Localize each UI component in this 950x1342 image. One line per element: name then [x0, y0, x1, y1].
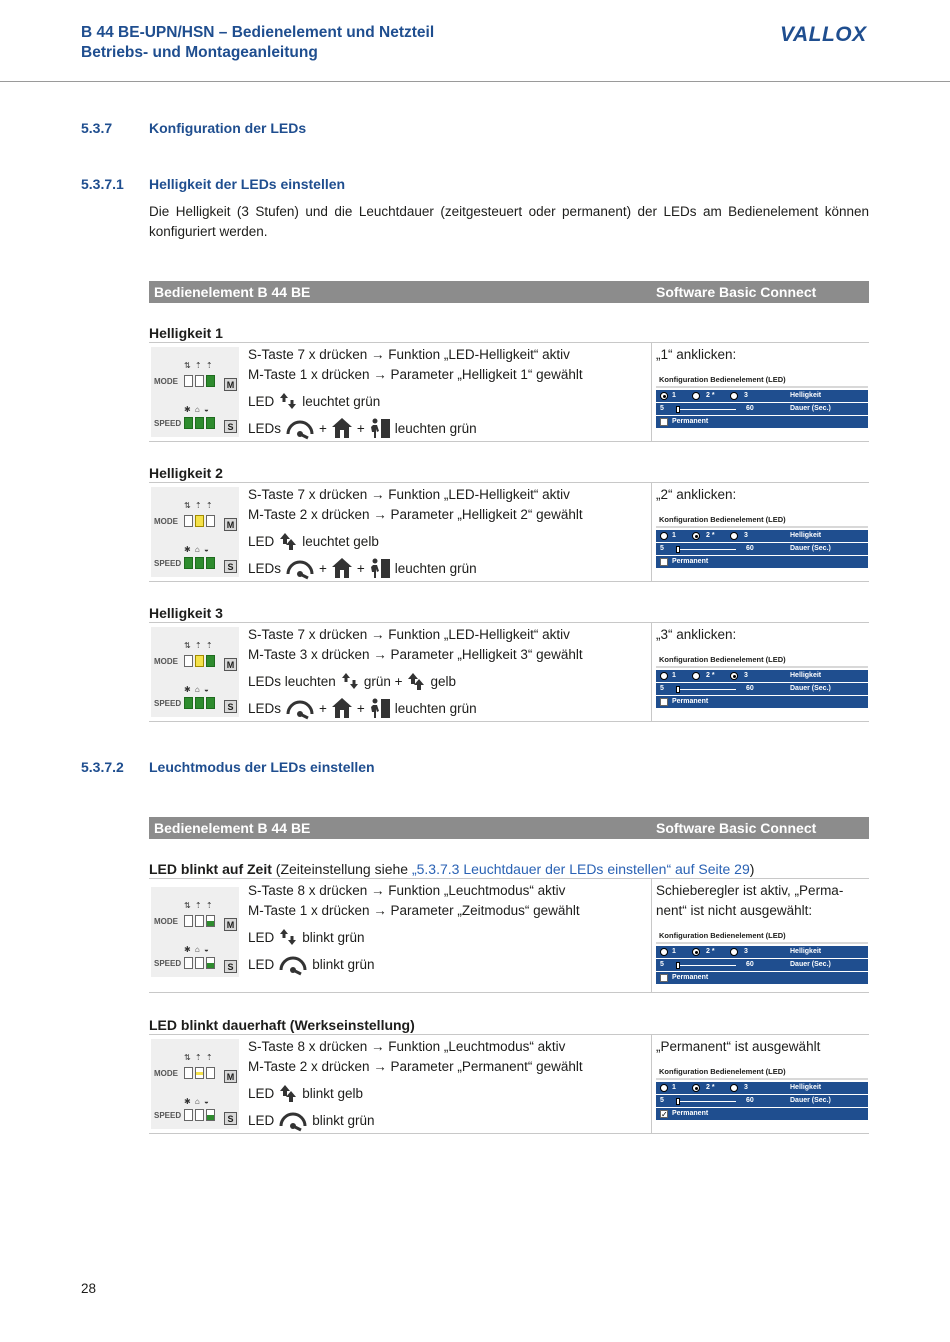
led — [195, 957, 204, 969]
table-header-1 — [149, 281, 869, 303]
mode-icons: ⇅ ⇡ ⇡ — [184, 901, 214, 910]
right-instruction: „1“ anklicken: — [656, 347, 737, 362]
radio-3[interactable] — [730, 392, 738, 400]
step-1: S-Taste 8 x drücken → Funktion „Leuchtmodus“ aktiv — [248, 1039, 566, 1054]
radio-3[interactable] — [730, 672, 738, 680]
config-widget — [656, 653, 868, 709]
steps — [248, 881, 580, 920]
airflow-up-arrows-icon — [406, 671, 426, 691]
col-header-device: Bedienelement B 44 BE — [154, 284, 311, 300]
led — [195, 655, 204, 667]
duration-slider-row: 5 60 Dauer (Sec.) — [656, 1095, 868, 1108]
duration-slider-row: 5 60 Dauer (Sec.) — [656, 683, 868, 696]
led — [195, 697, 204, 709]
permanent-checkbox-checked[interactable]: ✓ — [661, 1110, 668, 1119]
led — [184, 1109, 193, 1121]
page-header — [0, 0, 950, 82]
airflow-arrows-icon — [340, 671, 360, 691]
led — [195, 557, 204, 569]
config-title: Konfiguration Bedienelement (LED) — [656, 373, 868, 388]
leds-status-line: LEDs + + leuchten grün — [248, 556, 477, 580]
right-instruction: „3“ anklicken: — [656, 627, 737, 642]
m-button: M — [224, 658, 237, 671]
s-button: S — [224, 420, 237, 433]
device-panel — [151, 887, 239, 977]
table-row — [149, 342, 869, 442]
permanent-checkbox[interactable] — [660, 974, 668, 982]
device-panel — [151, 627, 239, 717]
config-widget — [656, 929, 868, 985]
group-title-brightness-3: Helligkeit 3 — [149, 605, 223, 621]
step-1: S-Taste 8 x drücken → Funktion „Leuchtmodus“ aktiv — [248, 883, 566, 898]
m-button: M — [224, 918, 237, 931]
slider-knob[interactable] — [676, 1098, 680, 1105]
col-header-software: Software Basic Connect — [656, 820, 817, 836]
led — [206, 1067, 215, 1079]
mode-label: MODE — [154, 377, 178, 386]
slider-knob[interactable] — [676, 686, 680, 693]
right-instruction: „Permanent“ ist ausgewählt — [656, 1039, 821, 1054]
speed-icons: ✱ ⌂ ◒ — [184, 945, 210, 954]
brightness-radio-row: 1 2 * 3 Helligkeit — [656, 1082, 868, 1095]
permanent-row: Permanent — [656, 696, 868, 709]
airflow-up-arrows-icon — [278, 531, 298, 551]
led — [206, 1109, 215, 1121]
away-person-icon — [369, 697, 391, 719]
led-status-line: LED leuchtet gelb — [248, 531, 379, 551]
leds-status-line: LEDs + + leuchten grün — [248, 696, 477, 720]
home-icon — [331, 417, 353, 439]
page-number: 28 — [81, 1281, 97, 1296]
led — [195, 1067, 204, 1079]
mode-label: MODE — [154, 917, 178, 926]
led — [184, 915, 193, 927]
led — [206, 697, 215, 709]
mode-label: MODE — [154, 517, 178, 526]
boost-gauge-icon — [285, 416, 315, 440]
permanent-row: Permanent — [656, 416, 868, 429]
led — [184, 375, 193, 387]
section-title: Leuchtmodus der LEDs einstellen — [149, 759, 375, 775]
speed-leds — [184, 557, 215, 569]
led — [184, 515, 193, 527]
section-title: Helligkeit der LEDs einstellen — [149, 176, 346, 192]
step-2: M-Taste 2 x drücken → Parameter „Permanent“ gewählt — [248, 1058, 583, 1074]
config-title: Konfiguration Bedienelement (LED) — [656, 653, 868, 668]
duration-slider[interactable] — [676, 549, 736, 550]
radio-3[interactable] — [730, 1084, 738, 1092]
speed-icons: ✱ ⌂ ◒ — [184, 405, 210, 414]
led — [184, 557, 193, 569]
duration-slider[interactable] — [676, 689, 736, 690]
radio-2[interactable] — [692, 672, 700, 680]
led — [195, 375, 204, 387]
table-row — [149, 1034, 869, 1134]
m-button: M — [224, 1070, 237, 1083]
led — [184, 957, 193, 969]
table-header-2 — [149, 817, 869, 839]
device-panel — [151, 347, 239, 437]
radio-1[interactable] — [660, 532, 668, 540]
mode-icons: ⇅ ⇡ ⇡ — [184, 641, 214, 650]
steps — [248, 625, 583, 664]
radio-1[interactable] — [660, 1084, 668, 1092]
speed-leds — [184, 1109, 215, 1121]
speed-label: SPEED — [154, 699, 182, 708]
mode-leds — [184, 515, 215, 527]
radio-3[interactable] — [730, 948, 738, 956]
slider-knob[interactable] — [676, 546, 680, 553]
speed-label: SPEED — [154, 559, 182, 568]
brightness-radio-row: 1 2 * 3 Helligkeit — [656, 670, 868, 683]
led — [206, 655, 215, 667]
section-title: Konfiguration der LEDs — [149, 120, 307, 136]
led — [184, 417, 193, 429]
duration-slider-row: 5 60 Dauer (Sec.) — [656, 959, 868, 972]
step-2: M-Taste 2 x drücken → Parameter „Helligkeit 2“ gewählt — [248, 506, 583, 522]
permanent-checkbox[interactable] — [660, 558, 668, 566]
led — [206, 915, 215, 927]
radio-2[interactable] — [692, 392, 700, 400]
duration-slider-row: 5 60 Dauer (Sec.) — [656, 403, 868, 416]
config-title: Konfiguration Bedienelement (LED) — [656, 1065, 868, 1080]
speed-leds — [184, 417, 215, 429]
steps — [248, 485, 583, 524]
cross-reference-link[interactable]: „5.3.7.3 Leuchtdauer der LEDs einstellen“ auf Seite 29 — [411, 861, 750, 877]
m-button: M — [224, 378, 237, 391]
step-1: S-Taste 7 x drücken → Funktion „LED-Helligkeit“ aktiv — [248, 487, 570, 502]
duration-slider[interactable] — [676, 409, 736, 410]
speed-leds — [184, 697, 215, 709]
led — [195, 417, 204, 429]
brightness-radio-row: 1 2 * 3 Helligkeit — [656, 530, 868, 543]
home-icon — [331, 697, 353, 719]
table-row — [149, 622, 869, 722]
table-row — [149, 878, 869, 993]
right-instruction: Schieberegler ist aktiv, „Perma- nent“ ist nicht ausgewählt: — [656, 883, 844, 918]
config-widget — [656, 1065, 868, 1121]
mode-label: MODE — [154, 657, 178, 666]
airflow-arrows-icon — [278, 927, 298, 947]
config-widget — [656, 373, 868, 429]
radio-1[interactable] — [660, 948, 668, 956]
config-title: Konfiguration Bedienelement (LED) — [656, 513, 868, 528]
led-status-line: LEDs leuchten grün + gelb — [248, 671, 456, 691]
leds-status-line: LEDs + + leuchten grün — [248, 416, 477, 440]
permanent-row: ✓ Permanent — [656, 1108, 868, 1121]
led — [206, 557, 215, 569]
led — [206, 515, 215, 527]
step-2: M-Taste 1 x drücken → Parameter „Zeitmodus“ gewählt — [248, 902, 580, 918]
radio-1[interactable] — [660, 672, 668, 680]
s-button: S — [224, 560, 237, 573]
config-widget — [656, 513, 868, 569]
permanent-row: Permanent — [656, 972, 868, 985]
led-status-line: LED blinkt grün — [248, 952, 375, 976]
boost-gauge-icon — [285, 696, 315, 720]
speed-label: SPEED — [154, 959, 182, 968]
config-title: Konfiguration Bedienelement (LED) — [656, 929, 868, 944]
mode-leds — [184, 655, 215, 667]
radio-3[interactable] — [730, 532, 738, 540]
intro-paragraph: Die Helligkeit (3 Stufen) und die Leuchtdauer (zeitgesteuert oder permanent) der LEDs am Bedienelement können konfiguriert werden. — [149, 204, 869, 239]
mode-icons: ⇅ ⇡ ⇡ — [184, 361, 214, 370]
home-icon — [331, 557, 353, 579]
vallox-logo: VALLOX — [780, 23, 867, 46]
brightness-radio-row: 1 2 * 3 Helligkeit — [656, 390, 868, 403]
led-status-line: LED blinkt grün — [248, 927, 365, 947]
boost-gauge-icon — [278, 1108, 308, 1132]
led — [184, 1067, 193, 1079]
col-header-software: Software Basic Connect — [656, 284, 817, 300]
step-2: M-Taste 1 x drücken → Parameter „Helligkeit 1“ gewählt — [248, 366, 583, 382]
group-title-blink-timed: LED blinkt auf Zeit (Zeiteinstellung siehe „5.3.7.3 Leuchtdauer der LEDs einstellen“ auf Seite 29) — [149, 861, 755, 877]
mode-leds — [184, 1067, 215, 1079]
mode-icons: ⇅ ⇡ ⇡ — [184, 1053, 214, 1062]
led — [184, 697, 193, 709]
mode-icons: ⇅ ⇡ ⇡ — [184, 501, 214, 510]
group-title-brightness-2: Helligkeit 2 — [149, 465, 223, 481]
steps — [248, 1037, 583, 1076]
duration-slider[interactable] — [676, 1101, 736, 1102]
led — [206, 375, 215, 387]
s-button: S — [224, 960, 237, 973]
led — [206, 957, 215, 969]
slider-knob[interactable] — [676, 962, 680, 969]
speed-leds — [184, 957, 215, 969]
s-button: S — [224, 1112, 237, 1125]
boost-gauge-icon — [278, 952, 308, 976]
slider-knob[interactable] — [676, 406, 680, 413]
duration-slider[interactable] — [676, 965, 736, 966]
boost-gauge-icon — [285, 556, 315, 580]
mode-label: MODE — [154, 1069, 178, 1078]
led — [195, 915, 204, 927]
step-1: S-Taste 7 x drücken → Funktion „LED-Helligkeit“ aktiv — [248, 347, 570, 362]
section-number: 5.3.7.1 — [81, 176, 124, 192]
mode-leds — [184, 915, 215, 927]
speed-label: SPEED — [154, 1111, 182, 1120]
step-1: S-Taste 7 x drücken → Funktion „LED-Helligkeit“ aktiv — [248, 627, 570, 642]
led-status-line: LED leuchtet grün — [248, 391, 380, 411]
table-row — [149, 482, 869, 582]
led — [195, 1109, 204, 1121]
device-panel — [151, 487, 239, 577]
doc-title: B 44 BE-UPN/HSN – Bedienelement und Netzteil — [81, 24, 435, 41]
brightness-radio-row: 1 2 * 3 Helligkeit — [656, 946, 868, 959]
group-title-blink-permanent: LED blinkt dauerhaft (Werkseinstellung) — [149, 1017, 415, 1033]
led — [195, 515, 204, 527]
radio-2[interactable] — [692, 532, 700, 540]
radio-1[interactable] — [660, 392, 668, 400]
radio-2[interactable] — [692, 1084, 700, 1092]
mode-leds — [184, 375, 215, 387]
steps — [248, 345, 583, 384]
airflow-up-arrows-icon — [278, 1083, 298, 1103]
away-person-icon — [369, 417, 391, 439]
led-status-line: LED blinkt grün — [248, 1108, 375, 1132]
section-number: 5.3.7 — [81, 120, 113, 136]
permanent-checkbox[interactable] — [660, 418, 668, 426]
led-status-line: LED blinkt gelb — [248, 1083, 363, 1103]
group-title-brightness-1: Helligkeit 1 — [149, 325, 223, 341]
section-number: 5.3.7.2 — [81, 759, 124, 775]
speed-icons: ✱ ⌂ ◒ — [184, 1097, 210, 1106]
radio-2[interactable] — [692, 948, 700, 956]
led — [184, 655, 193, 667]
s-button: S — [224, 700, 237, 713]
right-instruction: „2“ anklicken: — [656, 487, 737, 502]
step-2: M-Taste 3 x drücken → Parameter „Helligkeit 3“ gewählt — [248, 646, 583, 662]
duration-slider-row: 5 60 Dauer (Sec.) — [656, 543, 868, 556]
speed-icons: ✱ ⌂ ◒ — [184, 545, 210, 554]
led — [206, 417, 215, 429]
col-header-device: Bedienelement B 44 BE — [154, 820, 311, 836]
speed-icons: ✱ ⌂ ◒ — [184, 685, 210, 694]
m-button: M — [224, 518, 237, 531]
doc-subtitle: Betriebs- und Montageanleitung — [81, 44, 318, 61]
permanent-row: Permanent — [656, 556, 868, 569]
speed-label: SPEED — [154, 419, 182, 428]
airflow-arrows-icon — [278, 391, 298, 411]
away-person-icon — [369, 557, 391, 579]
device-panel — [151, 1039, 239, 1129]
permanent-checkbox[interactable] — [660, 698, 668, 706]
